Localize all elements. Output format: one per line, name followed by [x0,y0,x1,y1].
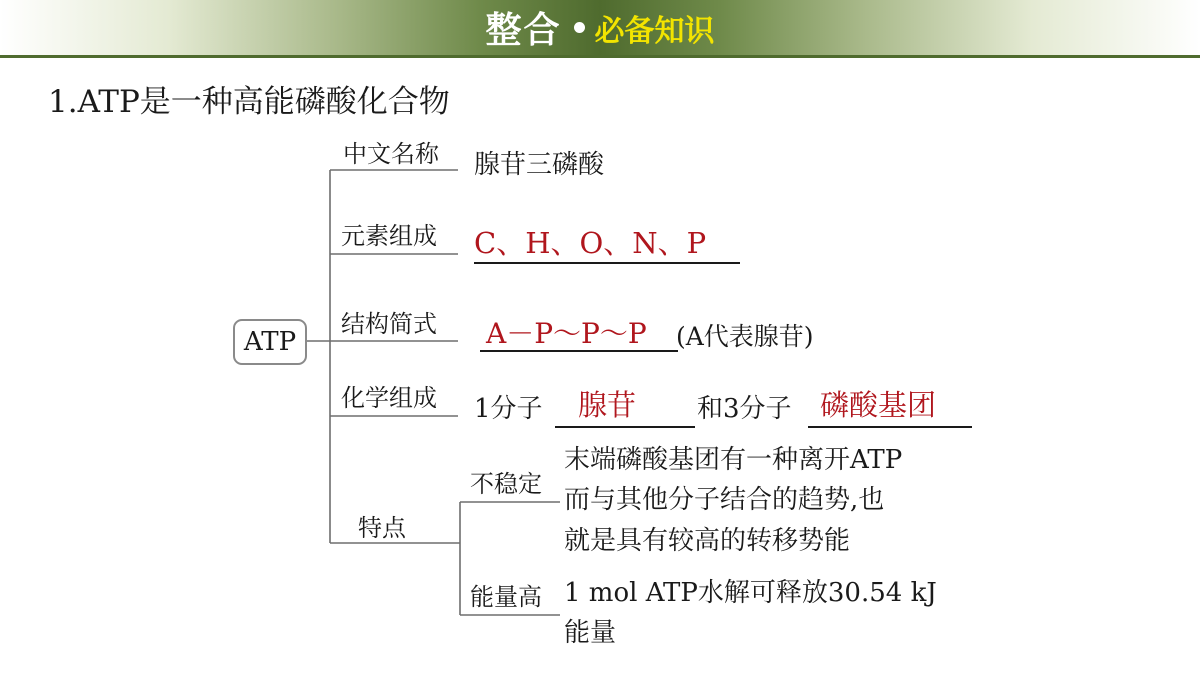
unstable-text-line-3: 就是具有较高的转移势能 [564,526,851,556]
composition-answer-1: 腺苷 [578,388,637,422]
composition-middle: 和3分子 [697,394,792,424]
label-elements: 元素组成 [341,222,437,250]
structure-note: (A代表腺苷) [676,322,814,351]
header-subtitle: 必备知识 [594,13,715,49]
label-high-energy: 能量高 [470,583,542,611]
root-node-atp: ATP [233,319,307,365]
answer-underline-structure [480,350,678,352]
unstable-text-line-2: 而与其他分子结合的趋势,也 [564,485,885,515]
value-elements: C、H、O、N、P [474,226,707,260]
answer-underline-composition-1 [555,426,695,428]
value-structure: A－P～P～P [486,317,647,350]
label-composition: 化学组成 [341,384,437,412]
high-energy-text-line-2: 能量 [564,618,617,648]
high-energy-text-line-1: 1 mol ATP水解可释放30.54 kJ [564,578,937,608]
answer-underline-composition-2 [808,426,972,428]
composition-prefix: 1分子 [474,394,543,424]
label-chinese-name: 中文名称 [343,140,439,168]
composition-answer-2: 磷酸基团 [820,388,937,422]
value-chinese-name: 腺苷三磷酸 [474,150,605,180]
header-title: 整合 [485,10,562,51]
section-heading: 1.ATP是一种高能磷酸化合物 [48,84,450,120]
label-features: 特点 [358,514,406,542]
unstable-text-line-1: 末端磷酸基团有一种离开ATP [564,445,903,475]
label-unstable: 不稳定 [470,470,542,498]
label-structure: 结构简式 [341,310,437,338]
answer-underline-elements [474,262,740,264]
